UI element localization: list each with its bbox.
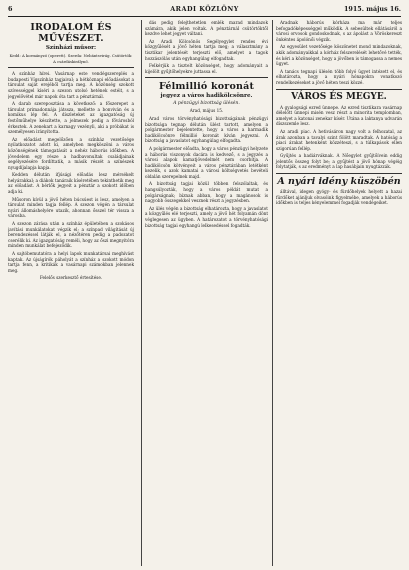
headline-felmillio: Félmillió koronát	[158, 81, 255, 93]
paragraph: Az Aradi Kölcsönös Segélyegylet rendes évi közgyűlését a jövő héten tartja meg; a választmány a tisztikar jelentését terjeszti elő, amelyet a tagok hozzászólás után egyhangúlag elfogadtak.	[145, 38, 268, 61]
paragraph: Arad város törvényhatósági bizottságának pénzügyi bizottsága tegnap délután ülést tartott, amelyen a polgármester bejelentette, hogy a város a harmadik hadikölcsönre félmillió koronát kíván jegyezni. A bizottság a javaslatot egyhangúlag elfogadta.	[145, 115, 268, 144]
divider	[8, 67, 134, 68]
paragraph: Felkérjük a tisztelt közönséget, hogy adományait a kijelölt gyűjtőhelyekre juttassa el.	[145, 63, 268, 74]
paragraph: Műsoron kívül a jövő héten búcsúest is lesz, amelyen a társulat minden tagja fellép. A szezon végén a társulat nyári állomáshelyére utazik, ahonnan ősszel tér vissza a városba.	[8, 196, 134, 219]
paragraph: A sajtóbemutatóra a helyi lapok munkatársai meghívást kaptak. Az újságírók páholyát a színház a szokott módon tartja fenn, a kritikák a vasárnapi számokban jelennek meg.	[8, 251, 134, 273]
headline-line-2: jegyez a város hadikölcsönre.	[160, 93, 253, 100]
page-header	[8, 4, 401, 17]
column-3	[272, 20, 402, 566]
newspaper-name: ARADI KÖZLÖNY	[170, 5, 239, 13]
paragraph: dás pedig felejthetetlen emlék marad mindazok számára, akik jelen voltak. A pénztárnál csütörtöktől kezdve lehet jegyet váltani.	[145, 20, 268, 37]
column-1	[8, 20, 134, 566]
section-title-varos-es-megye: VÁROS ÉS MEGYE.	[276, 89, 402, 103]
issue-date: 1915. május 16.	[343, 5, 401, 13]
notice: Felelős szerkesztő értesítése.	[39, 275, 103, 281]
paragraph: Gyűjtés a hadiárváknak. A Nőegylet gyűjtőívein eddig jelentős összeg folyt be; a gyűjtést a jövő hónap végéig folytatják, s az eredményt a lap hasábjain nyugtázzák.	[276, 153, 402, 170]
headline-nyari-idény: A nyári idény küszöbén	[276, 173, 402, 187]
paragraph: A darab szereposztása a következő: a főszerepet a társulat primadonnája játssza, mellette a bonviván és a komikus lép fel. A díszleteket az igazgatóság új festőműhelye készítette, a jelmezek pedig a fővárosból érkeztek. A zenekart a karnagy vezényli, aki a próbákat is személyesen irányította.	[8, 101, 134, 135]
paragraph: Az egyesület vezetősége köszönetet mond mindazoknak, akik adományaikkal a kórház felszerelését lehetővé tették, és kéri a közönséget, hogy a jövőben is támogassa a nemes ügyet.	[276, 44, 402, 67]
page-number: 6	[8, 5, 13, 13]
paragraph: A színház hírei. Vasárnap este vendégszereplés a budapesti Vígszínház tagjaival; a hétköznapi előadásokat a társulat saját erejéből tartja meg. A közönség szokott szívességgel kíséri a szezon utolsó hetének estéit, s a jegyelővétel már napok óta tart a pénztárnál.	[8, 71, 134, 99]
paragraph: A polgármester előadta, hogy a város pénzügyi helyzete a háborús viszonyok dacára is kedvező, s a jegyzés a városi alapok kamatjövedelmét nem csorbítja. A hadikölcsön kötvényeit a város pénztárában letétként kezelik, s azok kamatai a városi költségvetés bevételi oldalán szerepelnek majd.	[145, 145, 268, 179]
dateline: Arad, május 15.	[189, 108, 224, 114]
paragraph: A szezon zárása után a színház épületében a szokásos javítási munkálatokat végzik el; a színpad világítását új berendezéssel látják el, a nézőtéren pedig a padozatot cserélik ki. Az igazgatóság reméli, hogy az őszi megnyitóra minden munkálat befejeződik.	[8, 221, 134, 249]
headline-kicker: A pénzügyi bizottság ülésén.	[173, 101, 240, 107]
paragraph: A tanács tegnapi ülésén több folyó ügyet intézett el, és elhatározta, hogy a nyári hónapokra vonatkozó rendelkezéseket a jövő héten teszi közzé.	[276, 68, 402, 85]
divider	[145, 77, 268, 78]
program-line: Kedd: A kormányzó (operett). Szerda: Nebántsvirág. Csütörtök: A csárdáskirálynő.	[9, 53, 133, 64]
paragraph: A bizottság tagjai közül többen felszólaltak, és hangsúlyozták, hogy a város példát mutat a polgárságnak; bíznak abban, hogy a magánosok is nagyobb összegekkel vesznek részt a jegyzésben.	[145, 181, 268, 204]
paragraph: álltával, idegen gyógy- és fürdőhelyek helyett a hazai fürdőket ajánljuk olvasóink figyelmébe, amelyek a háborús időkben is teljes kényelemmel fogadják vendégeiket.	[276, 189, 402, 206]
paragraph: Az előadást megelőzően a színház vezetősége nyilatkozatot adott ki, amelyben megköszöni a város közönségének támogatását a nehéz háborús időkben. A jövedelem egy része a hadbavonultak családjainak segélyezésére fordíttatik, a másik részét a színészek nyugdíjalapja kapja.	[8, 136, 134, 170]
section-title-irodalom: IRODALOM ÉS MŰVÉSZET.	[30, 22, 112, 44]
section-subtitle-szinhazi: Színházi műsor:	[45, 45, 97, 51]
paragraph: Az ülés végén a bizottság elhatározta, hogy a javaslatot a közgyűlés elé terjeszti, amely a jövő hét folyamán dönt véglegesen az ügyben. A határozatot a törvényhatósági bizottság tagjai egyhangú lelkesedéssel fogadták.	[145, 205, 268, 228]
paragraph: A gyalogsági ezred ünnepe. Az ezred tisztikara vasárnap délelőtt ünnepi misén vesz részt a minorita templomban, amelyet a katonai zenekar kísér. Utána a laktanya udvarán díszszemle lesz.	[276, 104, 402, 127]
paragraph: Kedden délután ifjúsági előadás lesz mérsékelt helyárakkal; a diákok tanáraik kíséretében tekinthetik meg az előadást. A bérlők jegyeit a pénztár a szokott időben adja ki.	[8, 172, 134, 195]
paragraph: Aradnak háborús kórháza ma már teljes befogadóképességgel működik. A sebesültek ellátásáról a városi orvosok gondoskodnak, s az ápolást a Vöröskereszt önkéntes ápolónői végzik.	[276, 20, 402, 42]
paragraph: Az aradi piac. A hetivásáron nagy volt a felhozatal, az árak azonban a tavalyi szint fölött maradtak. A hatóság a piaci árakat hetenként közzéteszi, s a túlkapások ellen szigorúan fellép.	[276, 128, 402, 151]
column-2	[141, 20, 268, 566]
